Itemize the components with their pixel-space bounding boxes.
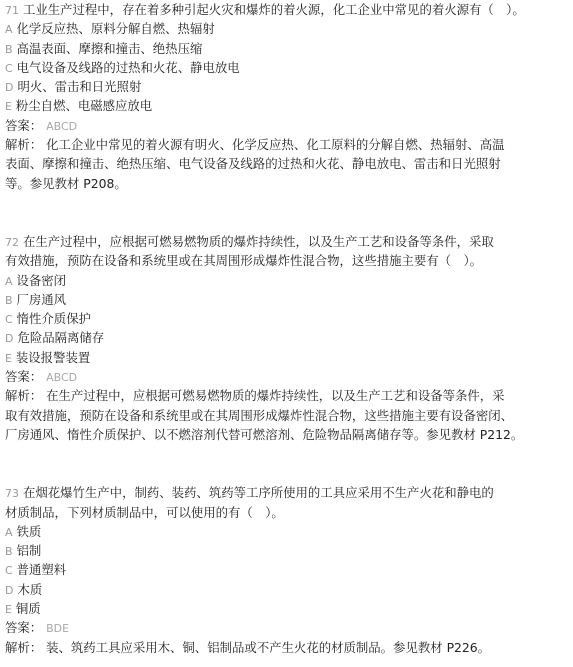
option-d [5, 580, 567, 599]
option-text: 高温表面、摩擦和撞击、绝热压缩 [16, 40, 203, 56]
answer-value: ABCD [46, 371, 78, 385]
option-text: 危险品隔离储存 [17, 330, 105, 346]
option-b [5, 39, 567, 58]
option-key: E [5, 351, 12, 365]
answer-label: 答案： [5, 117, 43, 133]
question-stem-text: 材质制品，下列材质制品中，可以使用的有（ ）。 [5, 504, 284, 520]
option-text: 装设报警装置 [15, 349, 91, 365]
question-number: 71 [5, 4, 19, 17]
analysis-text: 取有效措施，预防在设备和系统里或在其周围形成爆炸性混合物，这些措施主要有设备密闭、 [5, 407, 514, 423]
analysis-text: 等。参见教材 P208。 [5, 175, 127, 191]
option-key: A [5, 274, 13, 288]
analysis-label: 解析： [5, 639, 43, 655]
option-e [5, 599, 567, 618]
option-text: 明火、雷击和日光照射 [17, 79, 142, 95]
answer-line [5, 618, 567, 637]
question-stem-text: 工业生产过程中，存在着多种引起火灾和爆炸的着火源，化工企业中常见的着火源有（ ）。 [22, 2, 525, 17]
question-document [5, 0, 567, 657]
question-stem-continued [5, 503, 567, 522]
option-key: C [5, 564, 13, 578]
option-key: E [5, 100, 12, 114]
question-stem-text: 在生产过程中，应根据可燃易燃物质的爆炸持续性，以及生产工艺和设备等条件，采取 [22, 233, 494, 249]
option-a [5, 271, 567, 290]
analysis-line-2 [5, 406, 567, 425]
option-key: C [5, 61, 13, 75]
option-d [5, 328, 567, 347]
spacer [5, 444, 567, 483]
question-stem [5, 232, 567, 251]
question-number: 73 [5, 487, 19, 501]
option-text: 粉尘自燃、电磁感应放电 [15, 98, 153, 114]
option-key: D [5, 583, 14, 597]
answer-line [5, 367, 567, 386]
analysis-text: 化工企业中常见的着火源有明火、化学反应热、化工原料的分解自燃、热辐射、高温 [46, 137, 505, 153]
option-text: 铝制 [16, 543, 42, 559]
analysis-text: 表面、摩擦和撞击、绝热压缩、电气设备及线路的过热和火花、静电放电、雷击和日光照射 [5, 156, 501, 172]
analysis-text: 在生产过程中，应根据可燃易燃物质的爆炸持续性，以及生产工艺和设备等条件，采 [46, 388, 505, 404]
option-key: C [5, 313, 13, 327]
analysis-text: 装、筑药工具应采用木、铜、铝制品或不产生火花的材质制品。参见教材 P226。 [46, 639, 491, 655]
answer-value: BDE [46, 622, 70, 636]
answer-label: 答案： [5, 620, 43, 636]
option-e [5, 96, 567, 115]
option-text: 铜质 [15, 601, 41, 617]
analysis-line-1 [5, 638, 567, 657]
option-e [5, 348, 567, 367]
spacer [5, 193, 567, 232]
answer-label: 答案： [5, 369, 43, 385]
analysis-line-3 [5, 174, 567, 193]
option-key: B [5, 42, 13, 56]
analysis-label: 解析： [5, 388, 43, 404]
option-b [5, 541, 567, 560]
option-c [5, 309, 567, 328]
analysis-line-2 [5, 154, 567, 173]
option-d [5, 77, 567, 96]
option-text: 普通塑料 [16, 562, 67, 578]
option-key: B [5, 545, 13, 559]
analysis-line-1 [5, 386, 567, 405]
option-a [5, 19, 567, 38]
option-text: 电气设备及线路的过热和火花、静电放电 [16, 59, 240, 75]
answer-line [5, 116, 567, 135]
option-text: 厂房通风 [16, 291, 67, 307]
question-71 [5, 0, 567, 193]
question-stem [5, 0, 567, 19]
option-text: 惰性介质保护 [16, 311, 91, 327]
analysis-line-1 [5, 135, 567, 154]
question-stem-text: 有效措施，预防在设备和系统里或在其周围形成爆炸性混合物，这些措施主要有（ ）。 [5, 253, 483, 269]
option-text: 设备密闭 [16, 272, 67, 288]
option-c [5, 560, 567, 579]
option-c [5, 58, 567, 77]
option-key: B [5, 293, 13, 307]
option-text: 铁质 [16, 523, 42, 539]
analysis-line-3 [5, 425, 567, 444]
option-key: D [5, 332, 14, 346]
answer-value: ABCD [46, 119, 78, 133]
option-key: D [5, 81, 14, 95]
option-key: A [5, 525, 13, 539]
option-b [5, 290, 567, 309]
question-number: 72 [5, 235, 19, 249]
option-a [5, 522, 567, 541]
option-text: 化学反应热、原料分解自燃、热辐射 [16, 21, 215, 37]
question-73 [5, 483, 567, 657]
question-72 [5, 232, 567, 444]
option-key: E [5, 603, 12, 617]
analysis-label: 解析： [5, 137, 43, 153]
question-stem-continued [5, 251, 567, 270]
option-key: A [5, 23, 13, 37]
question-stem-text: 在烟花爆竹生产中，制药、装药、筑药等工序所使用的工具应采用不生产火花和静电的 [22, 485, 494, 501]
option-text: 木质 [17, 581, 43, 597]
question-stem [5, 483, 567, 502]
analysis-text: 厂房通风、惰性介质保护、以不燃溶剂代替可燃溶剂、危险物品隔离储存等。参见教材 P212。 [5, 426, 524, 442]
